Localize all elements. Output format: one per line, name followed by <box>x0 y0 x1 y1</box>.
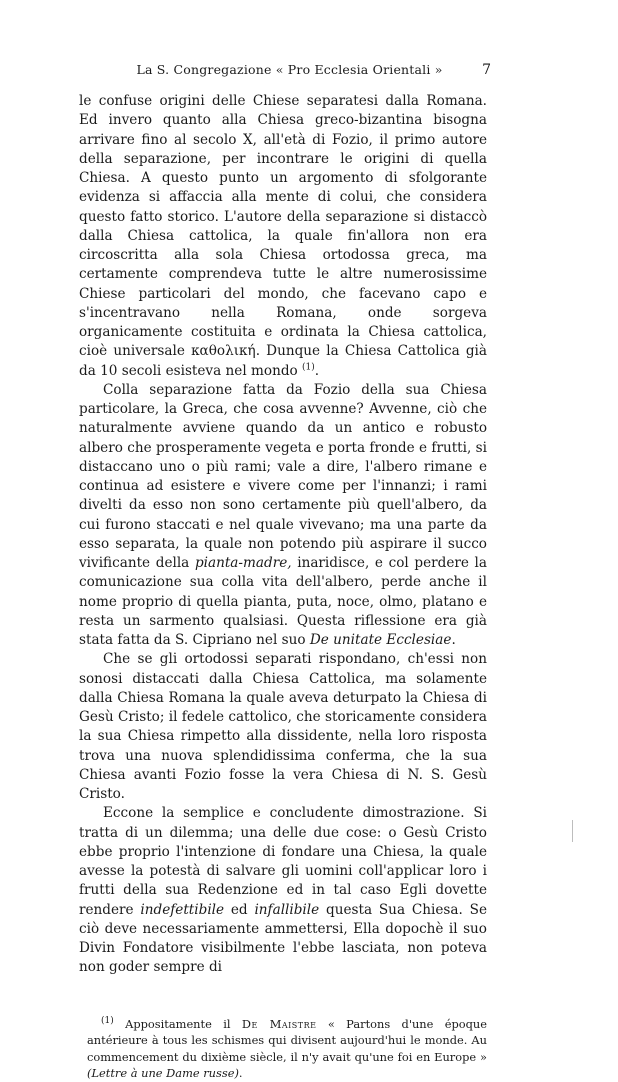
page-number: 7 <box>482 62 491 78</box>
body-text <box>79 92 487 978</box>
book-page <box>79 62 491 1082</box>
paragraph: Che se gli ortodossi separati rispondano, ch'essi non sonosi distaccati dalla Chiesa Cattolica, ma solamente dalla Chiesa Romana la quale aveva deturpato la Chiesa di Gesù Cristo; il fedele cattolico, che storicamente considera la sua Chiesa rimpetto alla dissidente, nella loro risposta trova una nuova splendidissima conferma, che la sua Chiesa avanti Fozio fosse la vera Chiesa di N. S. Gesù Cristo. <box>79 651 487 802</box>
scan-edge-mark <box>572 820 573 842</box>
footnote: $^{(1)}$ Appositamente il De Maistre « Partons d'une époque antérieure à tous les schismes qui divisent aujourd'hui le monde. Au commencement du dixième siècle, il n'y avait qu'une foi en Europe » (Lettre à une Dame russe). <box>87 1015 488 1080</box>
footnote-ref: (1) <box>302 361 315 372</box>
running-header <box>79 62 491 78</box>
paragraph: Colla separazione fatta da Fozio della sua Chiesa particolare, la Greca, che cosa avvenne? Avvenne, ciò che naturalmente avviene quando da un antico e robusto albero che prosperamente vegeta e porta fronde e frutti, si distaccano uno o più rami; vale a dire, l'albero rimane e continua ad esistere e vivere come per l'innanzi; i rami divelti da esso non sono certamente più quell'albero, da cui furono staccati e nel quale vivevano; ma una parte da esso separata, la quale non potendo più aspirare il succo vivificante della pianta-madre, inaridisce, e col perdere la comunicazione sua colla vita dell'albero, perde anche il nome proprio di quella pianta, puta, noce, olmo, platano e resta un sarmento qualsiasi. Questa riflessione era già stata fatta da S. Cipriano nel suo De unitate Ecclesiae. <box>79 381 488 648</box>
footnote-marker: (1) <box>101 1015 114 1026</box>
paragraph: Eccone la semplice e concludente dimostrazione. Si tratta di un dilemma; una delle due cose: o Gesù Cristo ebbe proprio l'intenzione di fondare una Chiesa, la quale avesse la potestà di salvare gli uomini coll'applicar loro i frutti della sua Redenzione ed in tal caso Egli dovette rendere indefettibile ed infallibile questa Sua Chiesa. Se ciò deve necessariamente ammettersi, Ella dopochè il suo Divin Fondatore visibilmente l'ebbe lasciata, non poteva non goder sempre di <box>79 805 487 976</box>
paragraph: le confuse origini delle Chiese separatesi dalla Romana. Ed invero quanto alla Chiesa greco-bizantina bisogna arrivare fino al secolo X, all'età di Fozio, il primo autore della separazione, per incontrare le origini di quella Chiesa. A questo punto un argomento di sfolgorante evidenza si affaccia alla mente di colui, che considera questo fatto storico. L'autore della separazione si distaccò dalla Chiesa cattolica, la quale fin'allora non era circoscritta alla sola Chiesa ortodossa greca, ma certamente comprendeva tutte le altre numerosissime Chiese particolari del mondo, che facevano capo e s'incentravano nella Romana, onde sorgeva organicamente costituita e ordinata la Chiesa cattolica, cioè universale καθολική. Dunque la Chiesa Cattolica già da 10 secoli esisteva nel mondo $^{(1)}$. <box>79 93 487 379</box>
running-title: La S. Congregazione « Pro Ecclesia Orientali » <box>136 62 443 77</box>
